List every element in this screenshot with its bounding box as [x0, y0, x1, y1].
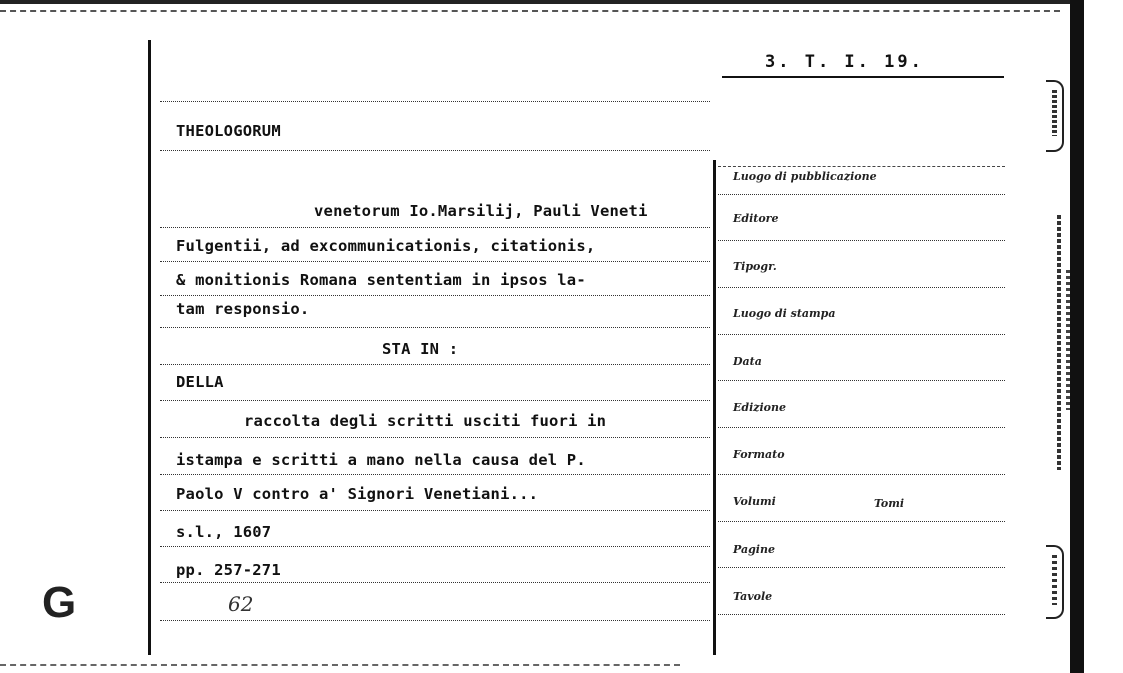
text-line: s.l., 1607 [176, 523, 272, 541]
field-tavole: Tavole [733, 590, 773, 603]
right-edge-bar [1070, 0, 1084, 673]
field-data: Data [733, 355, 762, 368]
shelfmark-underline [722, 76, 1004, 78]
text-line: DELLA [176, 373, 224, 391]
margin-stamp-mark [1052, 555, 1057, 605]
guide-line [160, 101, 710, 102]
shelfmark: 3. T. I. 19. [765, 52, 924, 72]
text-line: & monitionis Romana sententiam in ipsos la- [176, 271, 586, 289]
field-line [718, 334, 1005, 335]
field-line [718, 567, 1005, 568]
guide-line [160, 546, 710, 547]
vertical-stamp-text [1057, 215, 1061, 470]
text-line: istampa e scritti a mano nella causa del P. [176, 451, 586, 469]
text-line: venetorum Io.Marsilij, Pauli Veneti [314, 202, 648, 220]
field-pagine: Pagine [733, 543, 775, 556]
guide-line [160, 582, 710, 583]
field-formato: Formato [733, 448, 785, 461]
field-volumi: Volumi [733, 495, 776, 508]
field-column-rule [713, 160, 716, 655]
margin-stamp-mark [1052, 90, 1057, 136]
field-tipogr: Tipogr. [733, 260, 777, 273]
guide-line [160, 474, 710, 475]
guide-line [160, 227, 710, 228]
field-line [718, 474, 1005, 475]
top-edge-bar [0, 0, 1070, 4]
field-line [718, 166, 1005, 167]
field-editore: Editore [733, 212, 779, 225]
guide-line [160, 327, 710, 328]
field-luogo-pubblicazione: Luogo di pubblicazione [733, 170, 877, 183]
guide-line [160, 437, 710, 438]
text-line: raccolta degli scritti usciti fuori in [244, 412, 607, 430]
field-line [718, 427, 1005, 428]
text-line: THEOLOGORUM [176, 122, 281, 140]
left-margin-rule [148, 40, 151, 655]
guide-line [160, 400, 710, 401]
guide-line [160, 150, 710, 151]
text-line: Fulgentii, ad excommunicationis, citationis, [176, 237, 596, 255]
guide-line [160, 261, 710, 262]
field-line [718, 521, 1005, 522]
bottom-edge-dash [0, 664, 680, 666]
guide-line [160, 364, 710, 365]
field-line [718, 194, 1005, 195]
field-line [718, 287, 1005, 288]
field-luogo-stampa: Luogo di stampa [733, 307, 836, 320]
field-line [718, 380, 1005, 381]
guide-line [160, 295, 710, 296]
field-edizione: Edizione [733, 401, 787, 414]
text-line: Paolo V contro a' Signori Venetiani... [176, 485, 539, 503]
text-line: tam responsio. [176, 300, 310, 318]
text-line: STA IN : [382, 340, 459, 358]
vertical-stamp-text-secondary [1066, 270, 1070, 410]
top-edge-dash [0, 10, 1060, 12]
guide-line [160, 510, 710, 511]
handwritten-number: 62 [228, 592, 254, 616]
field-line [718, 614, 1005, 615]
text-line: pp. 257-271 [176, 561, 281, 579]
margin-letter: G [42, 578, 77, 627]
field-line [718, 240, 1005, 241]
guide-line [160, 620, 710, 621]
field-tomi: Tomi [874, 497, 905, 510]
